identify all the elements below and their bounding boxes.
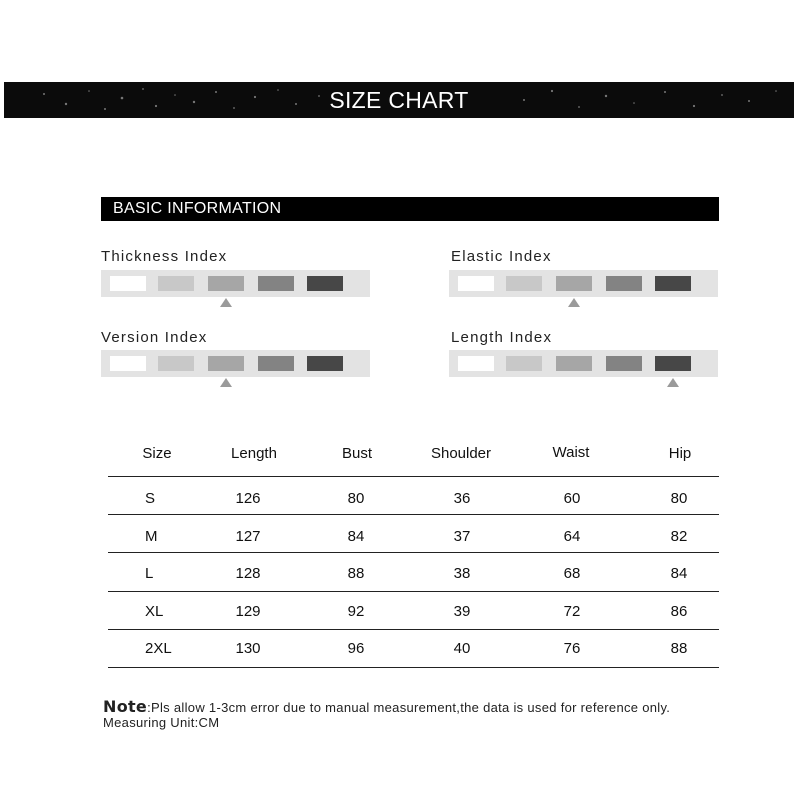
elastic-index-scale [449,270,718,297]
table-cell: 127 [235,527,261,545]
table-divider [108,629,719,630]
table-cell: 92 [347,602,365,620]
index-swatch-1 [458,276,494,291]
measuring-unit: Measuring Unit:CM [103,715,220,730]
index-swatch-4 [606,356,642,371]
table-cell: 2XL [145,640,172,657]
column-header: Bust [341,445,372,462]
version-index-scale [101,350,370,377]
column-header: Shoulder [430,445,492,462]
table-cell: 96 [347,640,365,657]
table-cell: 80 [670,490,688,507]
size-chart-banner [4,82,794,118]
table-cell: 36 [453,490,471,507]
column-header: Hip [668,445,692,462]
table-cell: S [145,490,156,507]
thickness-index-scale [101,270,370,297]
table-cell: 72 [563,602,581,620]
index-swatch-2 [158,276,194,291]
version-index-label: Version Index [101,329,208,346]
index-marker-icon [568,298,580,307]
index-swatch-3 [208,356,244,371]
section-title: BASIC INFORMATION [113,200,282,217]
length-index-scale [449,350,718,377]
table-cell: 39 [453,602,471,620]
table-cell: 60 [563,490,581,507]
index-swatch-3 [556,276,592,291]
table-cell: 88 [347,565,365,582]
table-cell: 38 [453,565,471,582]
table-cell: 76 [563,640,581,657]
table-cell: 128 [235,565,261,582]
thickness-index-label: Thickness Index [101,248,228,265]
index-marker-icon [220,298,232,307]
note-text: :Pls allow 1-3cm error due to manual measurement,the data is used for reference only. [147,700,671,715]
table-cell: 130 [235,640,261,657]
length-index-label: Length Index [451,329,553,346]
index-swatch-2 [506,276,542,291]
index-swatch-5 [655,276,691,291]
elastic-index-label: Elastic Index [451,248,552,265]
table-cell: 40 [453,640,471,657]
table-cell: XL [145,602,164,620]
table-cell: 37 [453,527,471,545]
index-swatch-1 [458,356,494,371]
index-swatch-2 [158,356,194,371]
index-swatch-3 [556,356,592,371]
table-divider [108,591,719,592]
table-divider [108,476,719,477]
index-swatch-5 [655,356,691,371]
table-cell: 88 [670,640,688,657]
index-swatch-4 [258,276,294,291]
banner-title: SIZE CHART [329,87,469,113]
table-cell: 64 [563,527,581,545]
table-divider [108,552,719,553]
index-swatch-5 [307,356,343,371]
table-cell: M [145,527,158,545]
table-divider [108,667,719,668]
table-cell: 129 [235,602,261,620]
index-swatch-4 [606,276,642,291]
basic-information-header [101,197,719,221]
table-cell: 84 [670,565,688,582]
table-cell: 68 [563,565,581,582]
table-cell: 84 [347,527,365,545]
table-cell: 82 [670,527,688,545]
index-swatch-5 [307,276,343,291]
table-cell: 126 [235,490,261,507]
index-swatch-4 [258,356,294,371]
index-marker-icon [220,378,232,387]
note [103,697,670,716]
table-cell: L [145,565,154,582]
column-header: Size [142,445,172,462]
note-label: Note [103,697,148,716]
table-cell: 86 [670,602,688,620]
index-marker-icon [667,378,679,387]
index-swatch-2 [506,356,542,371]
table-cell: 80 [347,490,365,507]
index-swatch-1 [110,276,146,291]
column-header: Length [231,445,277,462]
table-divider [108,514,719,515]
index-swatch-3 [208,276,244,291]
column-header: Waist [552,444,590,461]
index-swatch-1 [110,356,146,371]
